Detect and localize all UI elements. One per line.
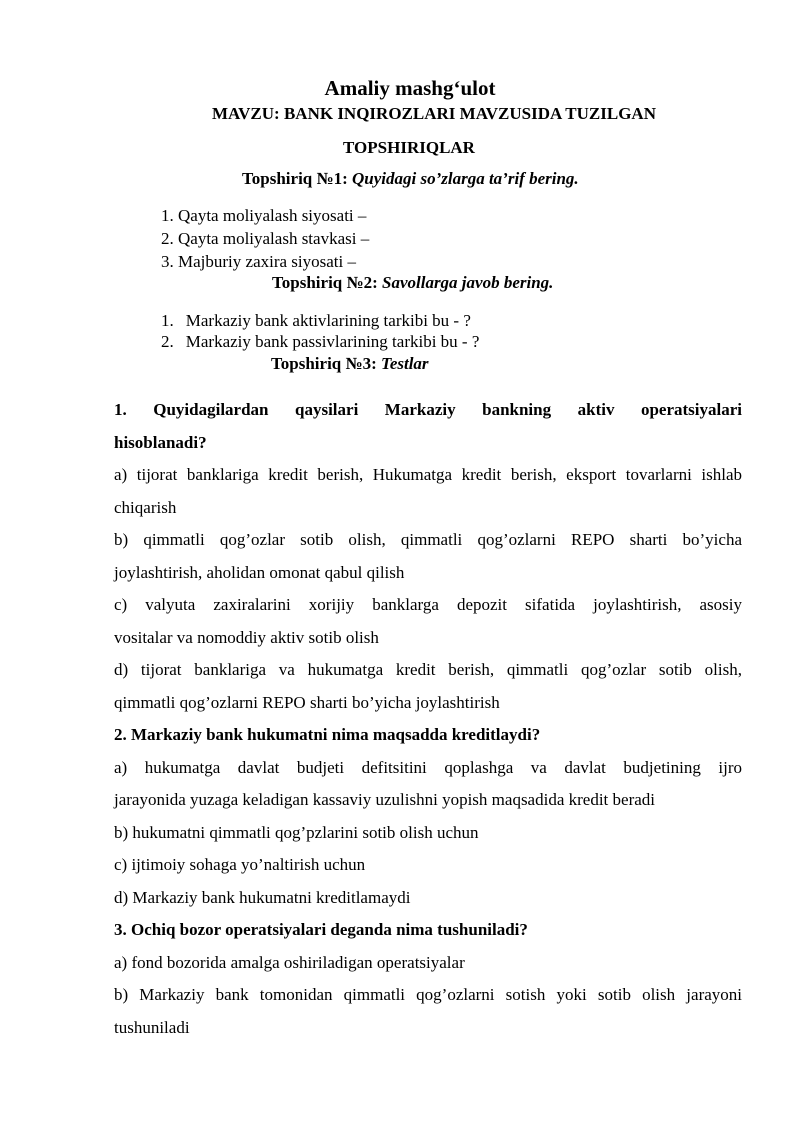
question-3-option-a: a) fond bozorida amalga oshiriladigan operatsiyalar [114, 952, 465, 972]
question-3-text: 3. Ochiq bozor operatsiyalari deganda nima tushuniladi? [114, 920, 528, 939]
question-2-text: 2. Markaziy bank hukumatni nima maqsadda kreditlaydi? [114, 725, 541, 744]
question-1-option-a-line-1: a) tijorat banklariga kredit berish, Hukumatga kredit berish, eksport tovarlarni ishlab [114, 465, 742, 484]
task2-item-1-text: Markaziy bank aktivlarining tarkibi bu - ? [185, 311, 471, 330]
question-3-option-b-line-1: b) Markaziy bank tomonidan qimmatli qog’ozlarni sotish yoki sotib olish jarayoni [114, 985, 742, 1004]
question-1-option-a-line-2: chiqarish [114, 497, 177, 517]
task1-item-2: 2. Qayta moliyalash stavkasi – [161, 229, 370, 248]
question-2-option-d: d) Markaziy bank hukumatni kreditlamaydi [114, 887, 411, 907]
test-questions [114, 394, 742, 1044]
task3-instruction: Testlar [381, 354, 429, 373]
question-2-option-a-line-1: a) hukumatga davlat budjeti defitsitini qoplashga va davlat budjetining ijro [114, 757, 742, 777]
task2-item-1 [161, 311, 471, 331]
question-1-option-c-line-2: vositalar va nomoddiy aktiv sotib olish [114, 627, 379, 647]
question-1-option-c-line-1: c) valyuta zaxiralarini xorijiy banklarga depozit sifatida joylashtirish, asosiy [114, 595, 742, 614]
task2-item-2-text: Markaziy bank passivlarining tarkibi bu - ? [185, 332, 480, 351]
task1-label: Topshiriq №1: [242, 169, 348, 188]
question-1-line-2: hisoblanadi? [114, 432, 207, 452]
question-1-option-d-line-1: d) tijorat banklariga va hukumatga kredit berish, qimmatli qog’ozlar sotib olish, [114, 660, 742, 679]
task1-heading [242, 169, 579, 189]
question-2-option-b: b) hukumatni qimmatli qog’pzlarini sotib olish uchun [114, 822, 479, 842]
task2-item-2 [161, 332, 479, 352]
task1-item-3: 3. Majburiy zaxira siyosati – [161, 252, 356, 271]
task2-heading [272, 273, 553, 293]
question-1-option-b-line-2: joylashtirish, aholidan omonat qabul qilish [114, 562, 405, 582]
task3-heading [271, 354, 429, 374]
topic-line-2: TOPSHIRIQLAR [343, 138, 475, 157]
question-2-option-c: c) ijtimoiy sohaga yo’naltirish uchun [114, 855, 366, 874]
task1-instruction: Quyidagi so’zlarga ta’rif bering. [352, 169, 579, 188]
question-1-option-d-line-2: qimmatli qog’ozlarni REPO sharti bo’yicha joylashtirish [114, 692, 500, 712]
task2-item-2-num: 2. [161, 332, 174, 351]
question-1-option-b-line-1: b) qimmatli qog’ozlar sotib olish, qimmatli qog’ozlarni REPO sharti bo’yicha [114, 530, 742, 549]
task2-instruction: Savollarga javob bering. [382, 273, 554, 292]
topic-line-1: MAVZU: BANK INQIROZLARI MAVZUSIDA TUZILGAN [212, 104, 656, 123]
page-title: Amaliy mashg‘ulot [324, 76, 496, 100]
question-3-option-b-line-2: tushuniladi [114, 1017, 190, 1037]
task3-label: Topshiriq №3: [271, 354, 377, 373]
task2-label: Topshiriq №2: [272, 273, 378, 292]
task2-item-1-num: 1. [161, 311, 174, 330]
question-1-line-1: 1. Quyidagilardan qaysilari Markaziy bankning aktiv operatsiyalari [114, 400, 742, 419]
task1-item-1: 1. Qayta moliyalash siyosati – [161, 206, 367, 225]
question-2-option-a-line-2: jarayonida yuzaga keladigan kassaviy uzulishni yopish maqsadida kredit beradi [114, 790, 656, 809]
